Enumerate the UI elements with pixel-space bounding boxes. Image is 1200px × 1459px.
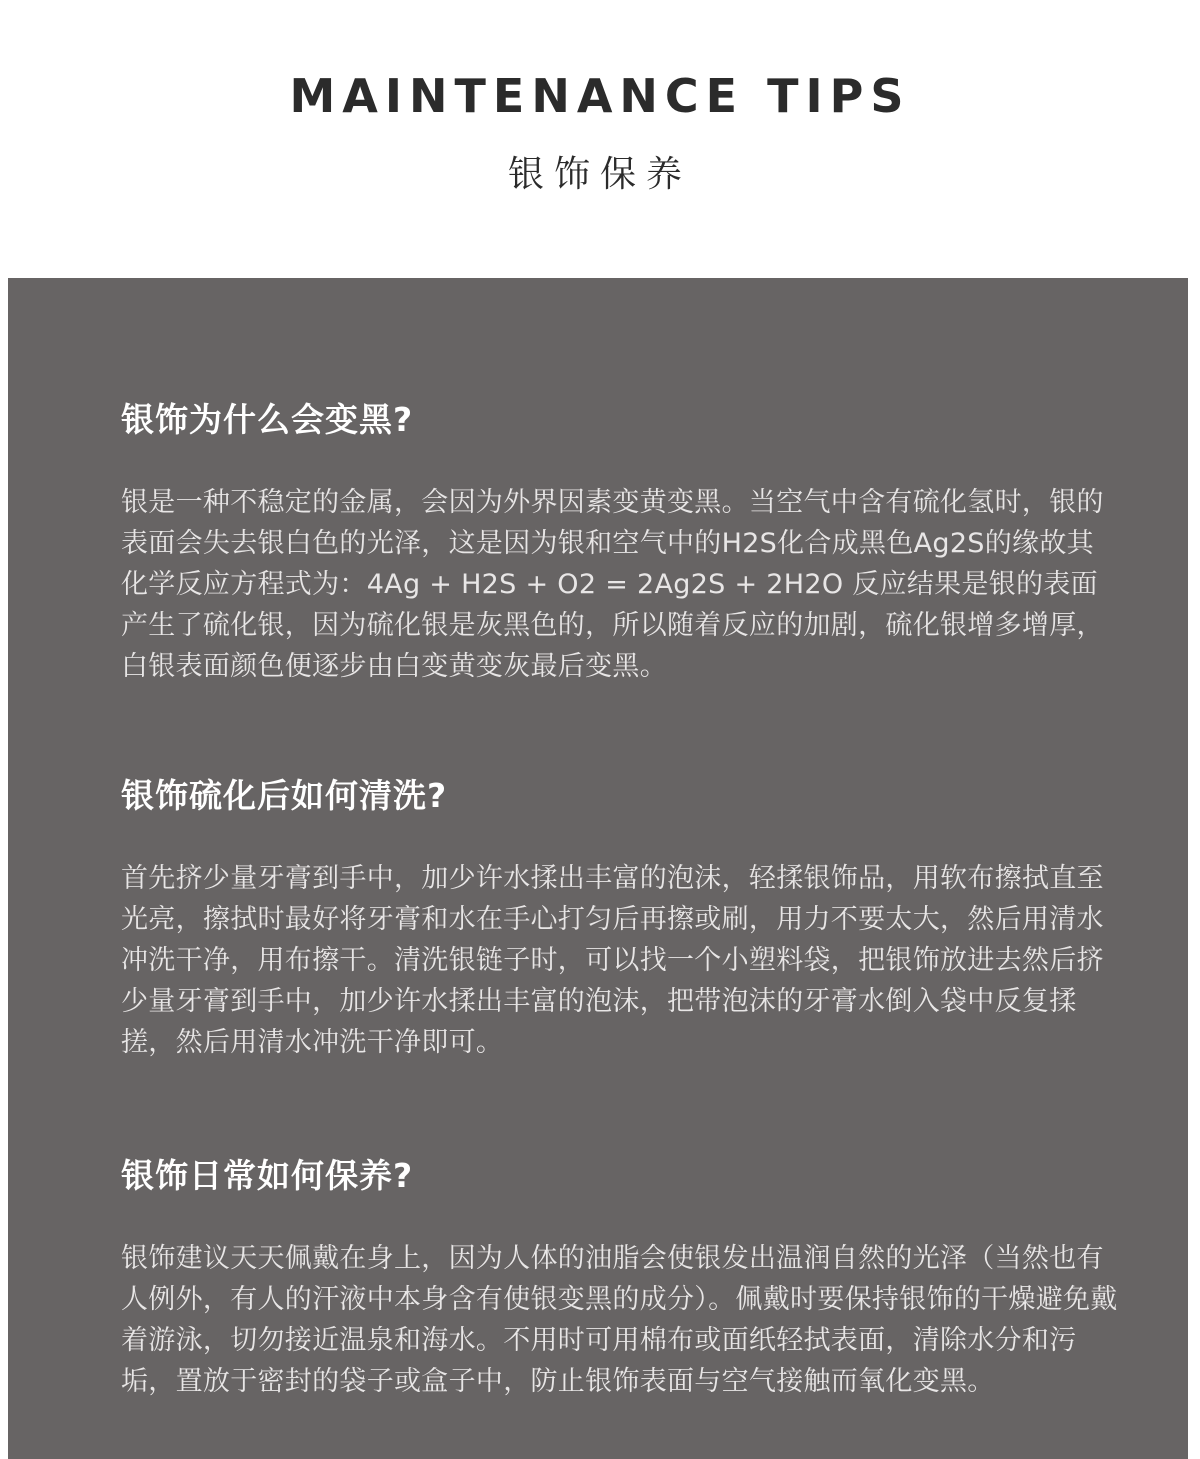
section-heading: 银饰为什么会变黑? [121, 400, 414, 439]
tip-section-cleaning [121, 774, 1121, 1063]
tip-section-daily-care [121, 1154, 1121, 1402]
page-title: MAINTENANCE TIPS [289, 69, 911, 123]
section-body: 银是一种不稳定的金属，会因为外界因素变黄变黑。当空气中含有硫化氢时，银的表面会失去银白色的光泽，这是因为银和空气中的H2S化合成黑色Ag2S的缘故其化学反应方程式为：4Ag + H2S + O2 = 2Ag2S + 2H2O 反应结果是银的表面产生了硫化银，因为硫化银是灰黑色的，所以随着反应的加剧，硫化银增多增厚，白银表面颜色便逐步由白变黄变灰最后变黑。 [121, 487, 1104, 682]
section-heading: 银饰日常如何保养? [121, 1156, 414, 1195]
tips-panel [8, 278, 1188, 1459]
section-body: 首先挤少量牙膏到手中，加少许水揉出丰富的泡沫，轻揉银饰品，用软布擦拭直至光亮，擦拭时最好将牙膏和水在手心打匀后再擦或刷，用力不要太大，然后用清水冲洗干净，用布擦干。清洗银链子时，可以找一个小塑料袋，把银饰放进去然后挤少量牙膏到手中，加少许水揉出丰富的泡沫，把带泡沫的牙膏水倒入袋中反复揉搓，然后用清水冲洗干净即可。 [121, 863, 1104, 1058]
page-header [0, 0, 1200, 278]
section-heading: 银饰硫化后如何清洗? [121, 776, 448, 815]
tip-section-why-tarnish [121, 398, 1121, 687]
section-body: 银饰建议天天佩戴在身上，因为人体的油脂会使银发出温润自然的光泽（当然也有人例外，有人的汗液中本身含有使银变黑的成分）。佩戴时要保持银饰的干燥避免戴着游泳，切勿接近温泉和海水。不用时可用棉布或面纸轻拭表面，清除水分和污垢，置放于密封的袋子或盒子中，防止银饰表面与空气接触而氧化变黑。 [121, 1243, 1118, 1397]
page-subtitle: 银饰保养 [507, 154, 692, 195]
